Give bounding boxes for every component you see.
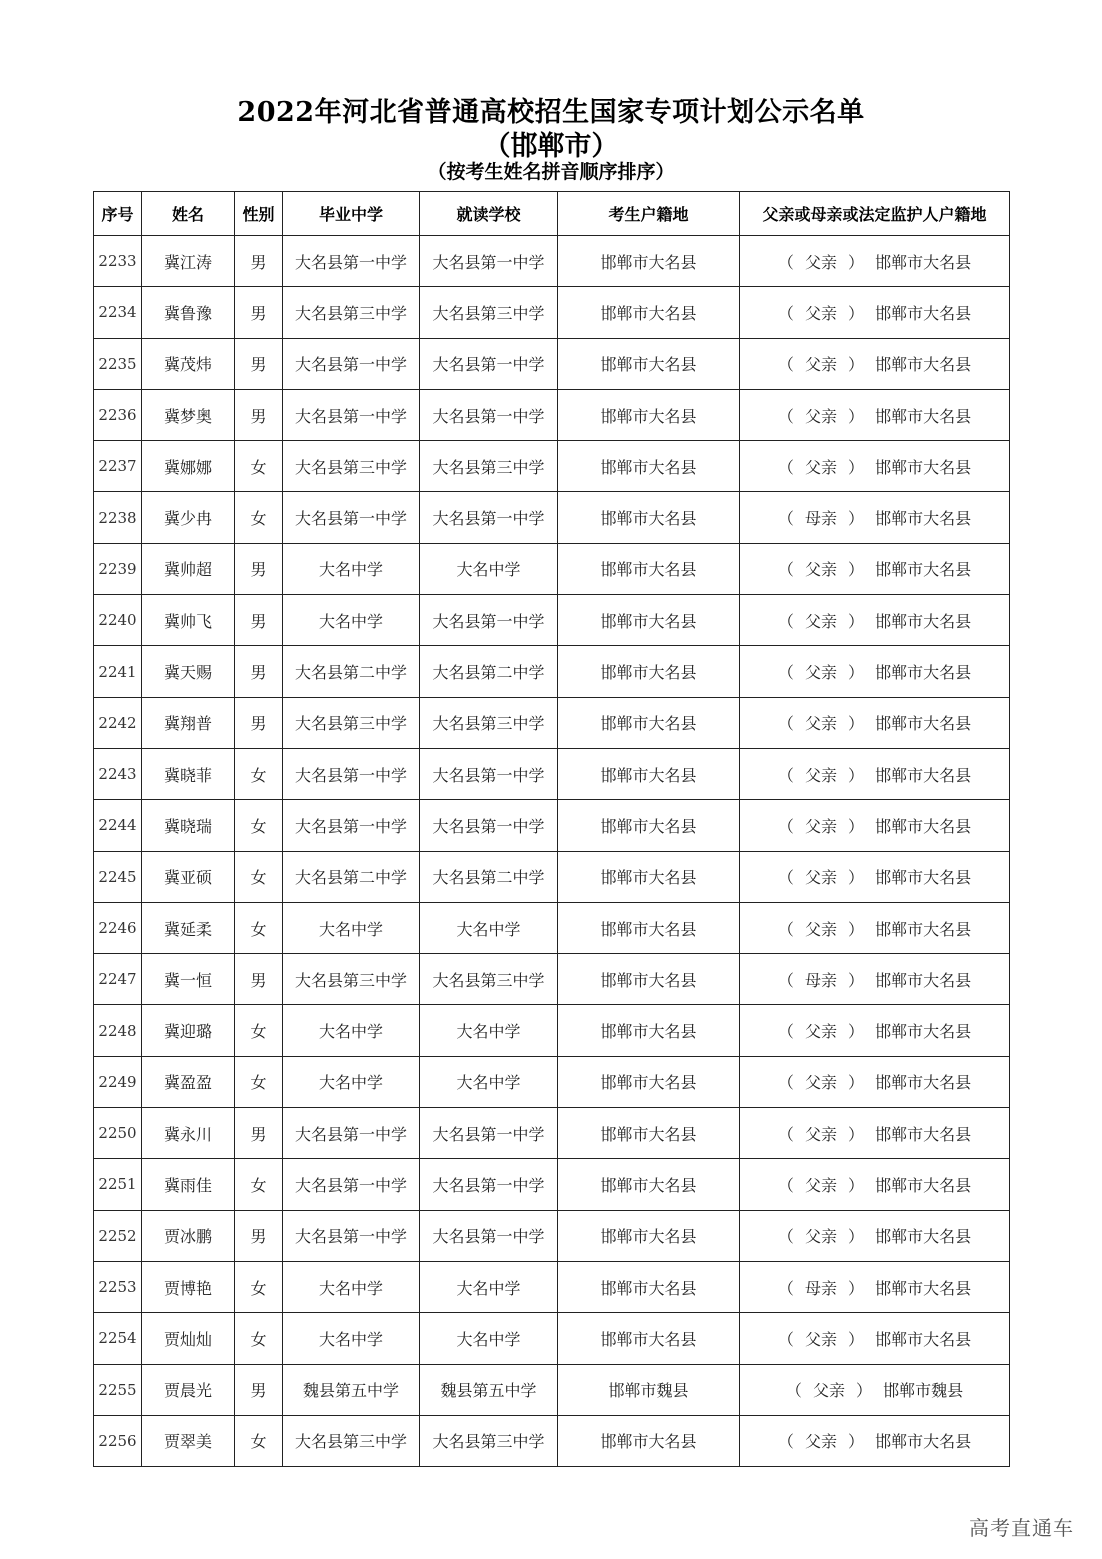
row-seq: 2238	[94, 492, 142, 543]
row-gender: 男	[235, 1108, 283, 1159]
table-row	[94, 236, 1010, 287]
row-gender: 女	[235, 441, 283, 492]
sort-note: （按考生姓名拼音顺序排序）	[427, 161, 675, 183]
row-name: 冀盈盈	[142, 1056, 235, 1107]
header-current-school: 就读学校	[420, 192, 558, 236]
row-current-school: 大名县第二中学	[420, 646, 558, 697]
header-parent-hukou: 父亲或母亲或法定监护人户籍地	[740, 192, 1010, 236]
row-current-school: 大名县第三中学	[420, 697, 558, 748]
row-current-school: 大名中学	[420, 1005, 558, 1056]
row-gender: 女	[235, 1056, 283, 1107]
table-row	[94, 595, 1010, 646]
row-gender: 男	[235, 697, 283, 748]
row-seq: 2237	[94, 441, 142, 492]
row-seq: 2256	[94, 1415, 142, 1466]
row-hukou: 邯郸市大名县	[558, 236, 740, 287]
row-parent-hukou: （ 父亲 ） 邯郸市大名县	[740, 236, 1010, 287]
row-hukou: 邯郸市大名县	[558, 697, 740, 748]
row-graduated-school: 大名中学	[283, 1005, 420, 1056]
header-graduated-school: 毕业中学	[283, 192, 420, 236]
row-parent-hukou: （ 母亲 ） 邯郸市大名县	[740, 492, 1010, 543]
row-graduated-school: 大名中学	[283, 902, 420, 953]
row-seq: 2236	[94, 389, 142, 440]
row-parent-hukou: （ 父亲 ） 邯郸市大名县	[740, 1210, 1010, 1261]
table-row	[94, 338, 1010, 389]
table-row	[94, 1005, 1010, 1056]
row-parent-hukou: （ 父亲 ） 邯郸市大名县	[740, 1056, 1010, 1107]
row-gender: 男	[235, 595, 283, 646]
row-name: 冀晓瑞	[142, 800, 235, 851]
row-hukou: 邯郸市大名县	[558, 800, 740, 851]
table-row	[94, 1210, 1010, 1261]
row-graduated-school: 大名县第二中学	[283, 646, 420, 697]
table-row	[94, 800, 1010, 851]
watermark: 高考直通车	[969, 1516, 1074, 1540]
page-subtitle: （邯郸市）	[483, 131, 619, 162]
row-hukou: 邯郸市大名县	[558, 338, 740, 389]
row-graduated-school: 魏县第五中学	[283, 1364, 420, 1415]
row-graduated-school: 大名中学	[283, 1313, 420, 1364]
row-graduated-school: 大名县第三中学	[283, 954, 420, 1005]
row-graduated-school: 大名县第一中学	[283, 492, 420, 543]
row-parent-hukou: （ 父亲 ） 邯郸市大名县	[740, 1313, 1010, 1364]
roster-table	[93, 191, 1010, 1467]
row-name: 冀鲁豫	[142, 287, 235, 338]
row-current-school: 大名中学	[420, 902, 558, 953]
row-name: 冀雨佳	[142, 1159, 235, 1210]
row-current-school: 大名县第三中学	[420, 954, 558, 1005]
row-parent-hukou: （ 父亲 ） 邯郸市大名县	[740, 748, 1010, 799]
row-graduated-school: 大名县第一中学	[283, 748, 420, 799]
row-graduated-school: 大名县第一中学	[283, 338, 420, 389]
row-current-school: 大名县第一中学	[420, 1210, 558, 1261]
row-gender: 男	[235, 543, 283, 594]
row-name: 冀天赐	[142, 646, 235, 697]
row-seq: 2241	[94, 646, 142, 697]
table-row	[94, 851, 1010, 902]
row-current-school: 大名县第一中学	[420, 338, 558, 389]
row-seq: 2255	[94, 1364, 142, 1415]
row-parent-hukou: （ 父亲 ） 邯郸市大名县	[740, 1159, 1010, 1210]
table-row	[94, 389, 1010, 440]
row-hukou: 邯郸市大名县	[558, 954, 740, 1005]
row-hukou: 邯郸市魏县	[558, 1364, 740, 1415]
row-hukou: 邯郸市大名县	[558, 851, 740, 902]
row-name: 贾冰鹏	[142, 1210, 235, 1261]
row-hukou: 邯郸市大名县	[558, 389, 740, 440]
row-name: 冀帅飞	[142, 595, 235, 646]
row-graduated-school: 大名中学	[283, 1261, 420, 1312]
row-seq: 2246	[94, 902, 142, 953]
header-name: 姓名	[142, 192, 235, 236]
row-gender: 女	[235, 1261, 283, 1312]
row-graduated-school: 大名县第一中学	[283, 389, 420, 440]
row-graduated-school: 大名县第一中学	[283, 1210, 420, 1261]
row-name: 冀梦奥	[142, 389, 235, 440]
row-gender: 男	[235, 1364, 283, 1415]
row-seq: 2235	[94, 338, 142, 389]
row-name: 冀翔普	[142, 697, 235, 748]
row-parent-hukou: （ 父亲 ） 邯郸市大名县	[740, 800, 1010, 851]
row-seq: 2252	[94, 1210, 142, 1261]
row-gender: 男	[235, 338, 283, 389]
row-parent-hukou: （ 父亲 ） 邯郸市大名县	[740, 697, 1010, 748]
table-row	[94, 1056, 1010, 1107]
row-parent-hukou: （ 父亲 ） 邯郸市大名县	[740, 851, 1010, 902]
row-current-school: 大名县第一中学	[420, 236, 558, 287]
row-graduated-school: 大名县第三中学	[283, 441, 420, 492]
row-name: 冀永川	[142, 1108, 235, 1159]
row-current-school: 大名县第一中学	[420, 800, 558, 851]
row-parent-hukou: （ 父亲 ） 邯郸市大名县	[740, 902, 1010, 953]
row-parent-hukou: （ 父亲 ） 邯郸市大名县	[740, 646, 1010, 697]
row-hukou: 邯郸市大名县	[558, 902, 740, 953]
row-seq: 2248	[94, 1005, 142, 1056]
row-parent-hukou: （ 父亲 ） 邯郸市魏县	[740, 1364, 1010, 1415]
row-seq: 2247	[94, 954, 142, 1005]
table-row	[94, 287, 1010, 338]
table-row	[94, 697, 1010, 748]
row-current-school: 大名县第一中学	[420, 1108, 558, 1159]
row-seq: 2243	[94, 748, 142, 799]
table-row	[94, 748, 1010, 799]
row-parent-hukou: （ 父亲 ） 邯郸市大名县	[740, 1108, 1010, 1159]
row-parent-hukou: （ 父亲 ） 邯郸市大名县	[740, 1415, 1010, 1466]
row-parent-hukou: （ 父亲 ） 邯郸市大名县	[740, 338, 1010, 389]
row-seq: 2253	[94, 1261, 142, 1312]
row-gender: 女	[235, 902, 283, 953]
row-seq: 2244	[94, 800, 142, 851]
table-row	[94, 543, 1010, 594]
row-name: 冀一恒	[142, 954, 235, 1005]
row-graduated-school: 大名县第三中学	[283, 1415, 420, 1466]
row-hukou: 邯郸市大名县	[558, 287, 740, 338]
row-name: 冀茂炜	[142, 338, 235, 389]
row-hukou: 邯郸市大名县	[558, 1415, 740, 1466]
row-hukou: 邯郸市大名县	[558, 646, 740, 697]
table-row	[94, 1159, 1010, 1210]
row-parent-hukou: （ 父亲 ） 邯郸市大名县	[740, 441, 1010, 492]
header-hukou: 考生户籍地	[558, 192, 740, 236]
row-graduated-school: 大名县第三中学	[283, 697, 420, 748]
row-name: 贾翠美	[142, 1415, 235, 1466]
row-seq: 2240	[94, 595, 142, 646]
table-row	[94, 954, 1010, 1005]
row-gender: 女	[235, 1415, 283, 1466]
row-name: 冀亚硕	[142, 851, 235, 902]
row-current-school: 大名县第三中学	[420, 1415, 558, 1466]
row-name: 冀帅超	[142, 543, 235, 594]
row-parent-hukou: （ 母亲 ） 邯郸市大名县	[740, 954, 1010, 1005]
row-gender: 女	[235, 800, 283, 851]
row-parent-hukou: （ 父亲 ） 邯郸市大名县	[740, 389, 1010, 440]
row-gender: 男	[235, 1210, 283, 1261]
table-row	[94, 646, 1010, 697]
row-seq: 2233	[94, 236, 142, 287]
row-hukou: 邯郸市大名县	[558, 1210, 740, 1261]
row-hukou: 邯郸市大名县	[558, 1056, 740, 1107]
row-gender: 女	[235, 851, 283, 902]
table-row	[94, 1364, 1010, 1415]
row-parent-hukou: （ 父亲 ） 邯郸市大名县	[740, 543, 1010, 594]
row-current-school: 大名中学	[420, 1313, 558, 1364]
row-seq: 2239	[94, 543, 142, 594]
row-hukou: 邯郸市大名县	[558, 1005, 740, 1056]
row-graduated-school: 大名县第一中学	[283, 1108, 420, 1159]
row-graduated-school: 大名中学	[283, 1056, 420, 1107]
row-name: 冀延柔	[142, 902, 235, 953]
row-graduated-school: 大名县第三中学	[283, 287, 420, 338]
row-parent-hukou: （ 母亲 ） 邯郸市大名县	[740, 1261, 1010, 1312]
row-current-school: 大名县第一中学	[420, 389, 558, 440]
row-name: 贾博艳	[142, 1261, 235, 1312]
row-current-school: 大名中学	[420, 1261, 558, 1312]
row-current-school: 大名中学	[420, 1056, 558, 1107]
row-current-school: 魏县第五中学	[420, 1364, 558, 1415]
table-row	[94, 1261, 1010, 1312]
row-gender: 女	[235, 1159, 283, 1210]
row-hukou: 邯郸市大名县	[558, 748, 740, 799]
row-seq: 2250	[94, 1108, 142, 1159]
row-gender: 男	[235, 389, 283, 440]
row-parent-hukou: （ 父亲 ） 邯郸市大名县	[740, 595, 1010, 646]
row-parent-hukou: （ 父亲 ） 邯郸市大名县	[740, 287, 1010, 338]
row-seq: 2245	[94, 851, 142, 902]
table-row	[94, 441, 1010, 492]
row-hukou: 邯郸市大名县	[558, 1313, 740, 1364]
row-name: 冀迎璐	[142, 1005, 235, 1056]
row-gender: 女	[235, 748, 283, 799]
row-hukou: 邯郸市大名县	[558, 1159, 740, 1210]
row-hukou: 邯郸市大名县	[558, 441, 740, 492]
row-seq: 2254	[94, 1313, 142, 1364]
row-gender: 男	[235, 287, 283, 338]
row-current-school: 大名县第三中学	[420, 287, 558, 338]
row-current-school: 大名县第三中学	[420, 441, 558, 492]
row-name: 贾灿灿	[142, 1313, 235, 1364]
row-name: 冀江涛	[142, 236, 235, 287]
table-row	[94, 1415, 1010, 1466]
row-current-school: 大名县第一中学	[420, 748, 558, 799]
table-row	[94, 492, 1010, 543]
row-hukou: 邯郸市大名县	[558, 595, 740, 646]
row-current-school: 大名县第二中学	[420, 851, 558, 902]
row-gender: 女	[235, 1313, 283, 1364]
row-seq: 2234	[94, 287, 142, 338]
row-hukou: 邯郸市大名县	[558, 1261, 740, 1312]
row-graduated-school: 大名中学	[283, 595, 420, 646]
row-name: 贾晨光	[142, 1364, 235, 1415]
header-gender: 性别	[235, 192, 283, 236]
row-hukou: 邯郸市大名县	[558, 543, 740, 594]
row-current-school: 大名中学	[420, 543, 558, 594]
row-seq: 2249	[94, 1056, 142, 1107]
row-current-school: 大名县第一中学	[420, 1159, 558, 1210]
row-graduated-school: 大名中学	[283, 543, 420, 594]
table-row	[94, 1108, 1010, 1159]
table-row	[94, 902, 1010, 953]
row-name: 冀少冉	[142, 492, 235, 543]
row-seq: 2251	[94, 1159, 142, 1210]
row-gender: 女	[235, 1005, 283, 1056]
row-graduated-school: 大名县第一中学	[283, 1159, 420, 1210]
row-hukou: 邯郸市大名县	[558, 492, 740, 543]
row-name: 冀娜娜	[142, 441, 235, 492]
page-title: 2022年河北省普通高校招生国家专项计划公示名单	[237, 97, 865, 128]
row-gender: 男	[235, 236, 283, 287]
row-hukou: 邯郸市大名县	[558, 1108, 740, 1159]
header-seq: 序号	[94, 192, 142, 236]
row-parent-hukou: （ 父亲 ） 邯郸市大名县	[740, 1005, 1010, 1056]
row-graduated-school: 大名县第一中学	[283, 236, 420, 287]
row-gender: 男	[235, 954, 283, 1005]
row-seq: 2242	[94, 697, 142, 748]
row-current-school: 大名县第一中学	[420, 595, 558, 646]
row-gender: 男	[235, 646, 283, 697]
row-current-school: 大名县第一中学	[420, 492, 558, 543]
row-gender: 女	[235, 492, 283, 543]
row-graduated-school: 大名县第二中学	[283, 851, 420, 902]
row-graduated-school: 大名县第一中学	[283, 800, 420, 851]
table-row	[94, 1313, 1010, 1364]
table-header-row	[94, 192, 1010, 236]
row-name: 冀晓菲	[142, 748, 235, 799]
